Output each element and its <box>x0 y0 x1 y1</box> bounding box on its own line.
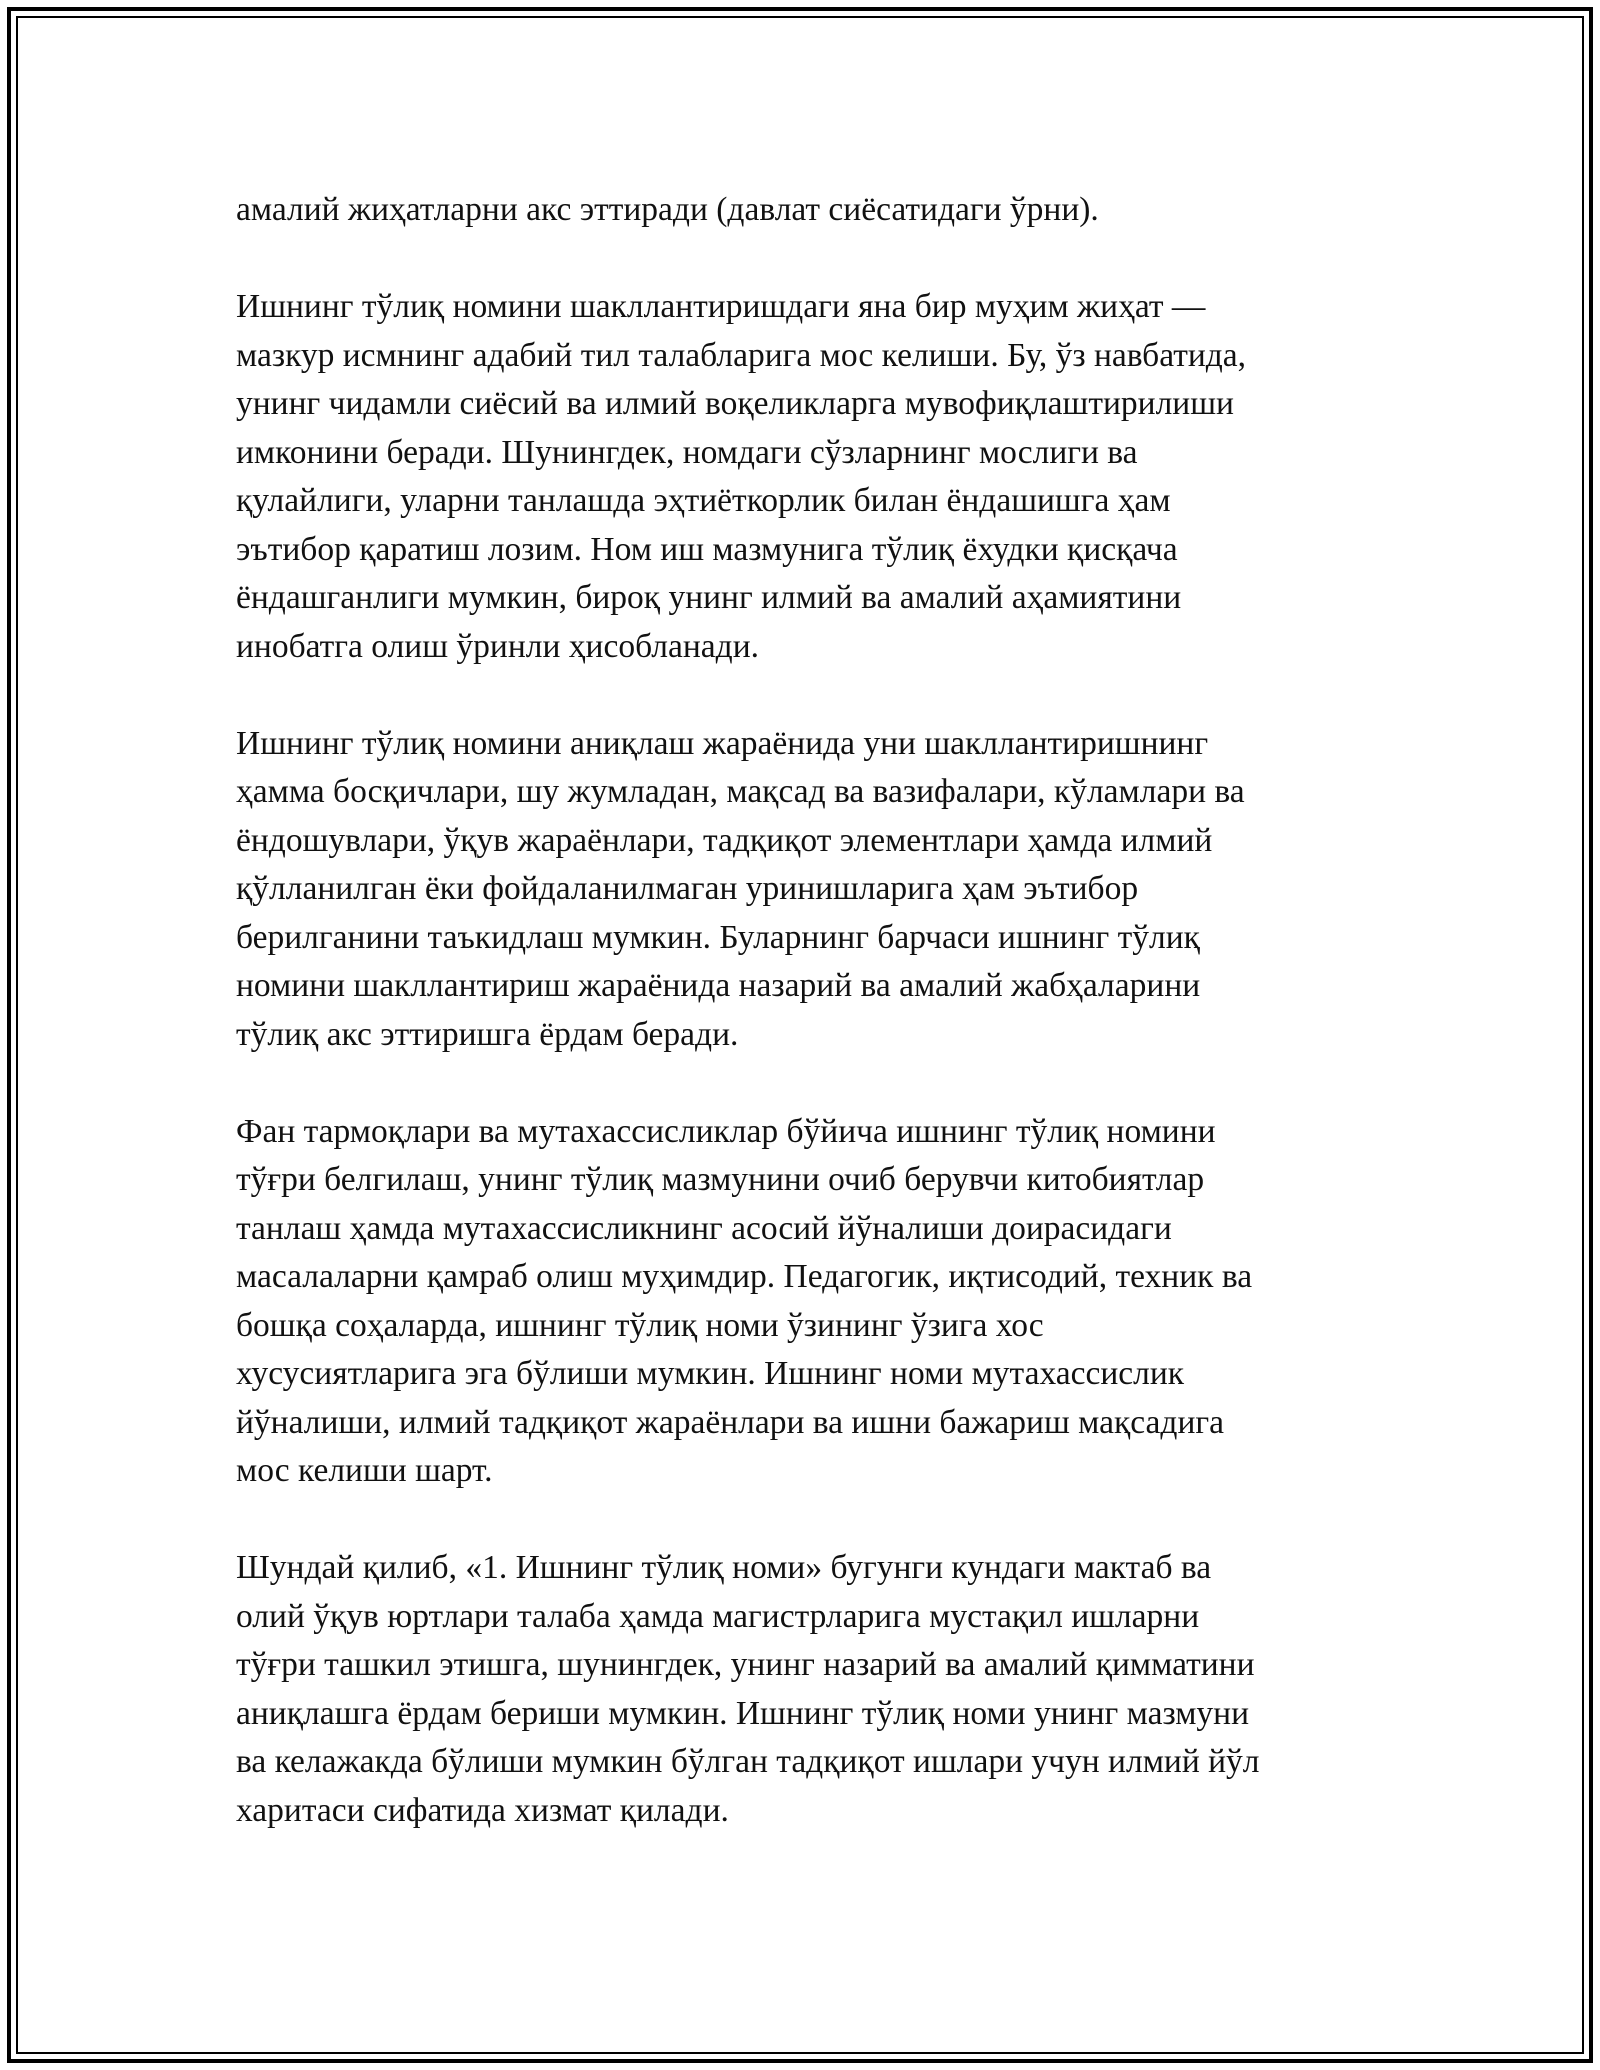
text-line: имконини беради. Шунингдек, номдаги сўзларнинг мослиги ва <box>236 433 1138 471</box>
text-line: эътибор қаратиш лозим. Ном иш мазмунига тўлиқ ёхудки қисқача <box>236 530 1178 568</box>
text-line: хусусиятларига эга бўлиши мумкин. Ишнинг номи мутахассислик <box>236 1355 1185 1392</box>
text-line: ҳамма босқичлари, шу жумладан, мақсад ва вазифалари, кўламлари ва <box>236 773 1245 810</box>
text-line: ёндошувлари, ўқув жараёнлари, тадқиқот элементлари ҳамда илмий <box>236 821 1213 859</box>
document-body <box>236 186 1376 1884</box>
text-line: қўлланилган ёки фойдаланилмаган уринишларига ҳам эътибор <box>236 870 1139 907</box>
text-line: Ишнинг тўлиқ номини аниқлаш жараёнида уни шакллантиришнинг <box>236 724 1209 762</box>
text-line: ва келажакда бўлиши мумкин бўлган тадқиқот ишлари учун илмий йўл <box>236 1743 1260 1780</box>
text-line: йўналиши, илмий тадқиқот жараёнлари ва ишни бажариш мақсадига <box>236 1403 1224 1441</box>
text-line: ёндашганлиги мумкин, бироқ унинг илмий ва амалий аҳамиятини <box>236 579 1182 616</box>
text-line: тўғри белгилаш, унинг тўлиқ мазмунини очиб берувчи китобиятлар <box>236 1161 1205 1198</box>
paragraph <box>236 720 1376 1060</box>
text-line: унинг чидамли сиёсий ва илмий воқеликларга мувофиқлаштирилиши <box>236 385 1234 422</box>
text-line: Фан тармоқлари ва мутахассисликлар бўйича ишнинг тўлиқ номини <box>236 1112 1216 1150</box>
paragraph <box>236 186 1376 235</box>
text-line: аниқлашга ёрдам бериши мумкин. Ишнинг тўлиқ номи унинг мазмуни <box>236 1694 1250 1732</box>
text-line: мос келиши шарт. <box>236 1452 493 1489</box>
text-line: қулайлиги, уларни танлашда эҳтиёткорлик билан ёндашишга ҳам <box>236 482 1171 519</box>
text-line: амалий жиҳатларни акс эттиради (давлат сиёсатидаги ўрни). <box>236 191 1099 228</box>
text-line: берилганини таъкидлаш мумкин. Буларнинг барчаси ишнинг тўлиқ <box>236 918 1200 956</box>
text-line: номини шакллантириш жараёнида назарий ва амалий жабҳаларини <box>236 967 1201 1004</box>
text-line: инобатга олиш ўринли ҳисобланади. <box>236 627 760 665</box>
paragraph <box>236 283 1376 671</box>
paragraph <box>236 1544 1376 1835</box>
text-line: харитаси сифатида хизмат қилади. <box>236 1791 729 1829</box>
text-line: олий ўқув юртлари талаба ҳамда магистрларига мустақил ишларни <box>236 1597 1200 1635</box>
text-line: тўғри ташкил этишга, шунингдек, унинг назарий ва амалий қимматини <box>236 1646 1255 1683</box>
text-line: масалаларни қамраб олиш муҳимдир. Педагогик, иқтисодий, техник ва <box>236 1258 1253 1295</box>
text-line: Ишнинг тўлиқ номини шакллантиришдаги яна бир муҳим жиҳат — <box>236 288 1206 325</box>
text-line: бошқа соҳаларда, ишнинг тўлиқ номи ўзининг ўзига хос <box>236 1306 1044 1344</box>
paragraph <box>236 1108 1376 1496</box>
text-line: тўлиқ акс эттиришга ёрдам беради. <box>236 1015 739 1053</box>
text-line: Шундай қилиб, «1. Ишнинг тўлиқ номи» бугунги кундаги мактаб ва <box>236 1549 1212 1586</box>
text-line: мазкур исмнинг адабий тил талабларига мос келиши. Бу, ўз навбатида, <box>236 336 1247 374</box>
text-line: танлаш ҳамда мутахассисликнинг асосий йўналиши доирасидаги <box>236 1209 1172 1247</box>
